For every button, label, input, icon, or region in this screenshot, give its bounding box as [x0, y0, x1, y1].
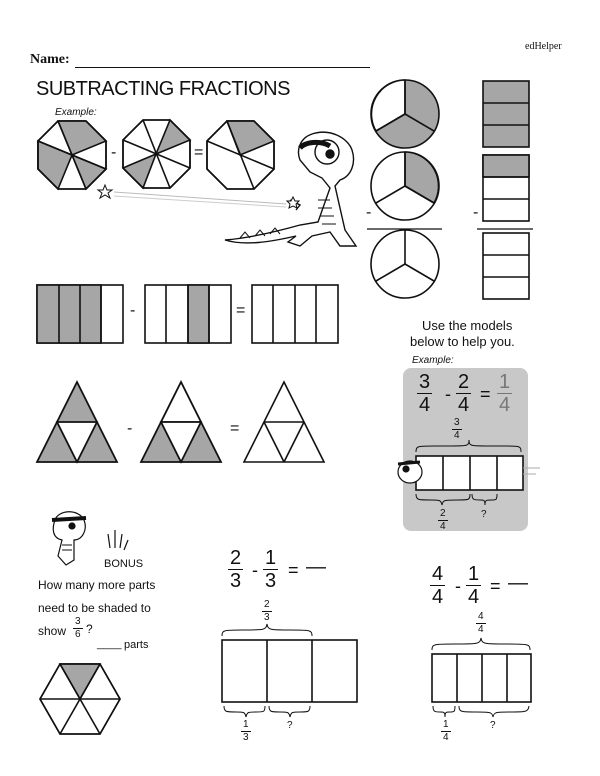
- problem1-left-brace: [224, 706, 265, 717]
- example-fraction-b: $\frac{2}{4}$: [458, 371, 470, 416]
- bonus-question-1: How many more parts: [38, 578, 156, 592]
- octagon-model-1: [38, 121, 106, 189]
- bar-model-thirds-3: [483, 233, 529, 299]
- problem1-equals: =: [288, 560, 299, 580]
- problem1-right-brace: [269, 706, 310, 717]
- equals-sign-2: =: [236, 302, 246, 319]
- bonus-parts-label: parts: [124, 639, 149, 651]
- example-fraction-result: $\frac{1}{4}$: [499, 371, 511, 416]
- dinosaur-bonus-icon: [52, 512, 86, 565]
- problem2-fraction-a: $\frac{4}{4}$: [432, 563, 444, 608]
- problem2-minus: -: [455, 576, 461, 596]
- example-fraction-a: $\frac{3}{4}$: [419, 371, 431, 416]
- bonus-question-3: show: [38, 624, 67, 638]
- octagon-model-2: [123, 120, 190, 188]
- bonus-label: BONUS: [104, 558, 144, 570]
- problem1-bar-model: [222, 640, 357, 702]
- star-icon: [98, 185, 299, 208]
- hexagon-model: [40, 664, 120, 734]
- problem1-fraction-a: $\frac{2}{3}$: [230, 547, 242, 592]
- bonus-answer-blank[interactable]: ____: [97, 638, 122, 650]
- rect-model-2: [145, 285, 231, 343]
- problem2-equals: =: [490, 576, 501, 596]
- bonus-question-2: need to be shaded to: [38, 601, 151, 615]
- problem2-right-brace-a: [433, 706, 455, 717]
- instruction-line-1: Use the models: [422, 318, 513, 333]
- problem2-bottom-fraction: $\frac{1}{4}$: [443, 719, 449, 743]
- rect-model-3: [252, 285, 338, 343]
- example-label: Example:: [55, 107, 97, 118]
- circle-model-1: [371, 80, 439, 148]
- name-label: Name:: [30, 52, 70, 67]
- problem2-answer-blank[interactable]: —: [508, 572, 528, 594]
- octagon-model-3: [207, 121, 274, 189]
- circle-model-2: [371, 152, 439, 220]
- exclamation-icon: [108, 530, 128, 550]
- example-top-fraction: $\frac{3}{4}$: [454, 417, 460, 441]
- problem1-top-brace: [222, 624, 312, 636]
- bar-model-thirds-2: [483, 155, 529, 221]
- problem2-unknown: ?: [490, 720, 496, 731]
- rect-model-1: [37, 285, 123, 343]
- problem1-fraction-b: $\frac{1}{3}$: [265, 547, 277, 592]
- circle-model-3: [371, 230, 439, 298]
- example-bar-model: [416, 456, 523, 490]
- problem2-top-fraction: $\frac{4}{4}$: [478, 611, 484, 635]
- triangle-model-2: [141, 382, 221, 462]
- example-box-label: Example:: [412, 355, 454, 366]
- minus-sign-2: -: [130, 302, 136, 319]
- minus-sign-circles: -: [366, 204, 372, 221]
- problem1-unknown: ?: [287, 720, 293, 731]
- problem2-bar-model: [432, 654, 531, 702]
- minus-sign-3: -: [127, 420, 133, 437]
- equals-sign-3: =: [230, 420, 240, 437]
- example-unknown: ?: [481, 509, 487, 520]
- bonus-fraction: $\frac{3}{6}$: [75, 616, 81, 640]
- problem1-bottom-fraction: $\frac{1}{3}$: [243, 719, 249, 743]
- problem1-minus: -: [252, 560, 258, 580]
- problem1-answer-blank[interactable]: —: [306, 556, 326, 578]
- problem2-right-brace-b: [459, 706, 529, 717]
- minus-sign-bars: -: [473, 204, 479, 221]
- page-title: SUBTRACTING FRACTIONS: [36, 78, 290, 100]
- problem1-top-fraction: $\frac{2}{3}$: [264, 599, 270, 623]
- bar-model-thirds-1: [483, 81, 529, 147]
- instruction-line-2: below to help you.: [410, 334, 515, 349]
- problem2-fraction-b: $\frac{1}{4}$: [468, 563, 480, 608]
- problem2-top-brace: [432, 638, 530, 650]
- triangle-model-1: [37, 382, 117, 462]
- example-equals: =: [480, 384, 491, 404]
- example-bottom-fraction: $\frac{2}{4}$: [440, 508, 446, 532]
- example-minus: -: [445, 384, 451, 404]
- brand-label: edHelper: [525, 41, 562, 52]
- bonus-question-mark: ?: [86, 622, 93, 636]
- minus-sign-1: -: [111, 144, 117, 161]
- equals-sign-1: =: [194, 144, 204, 161]
- triangle-model-3: [244, 382, 324, 462]
